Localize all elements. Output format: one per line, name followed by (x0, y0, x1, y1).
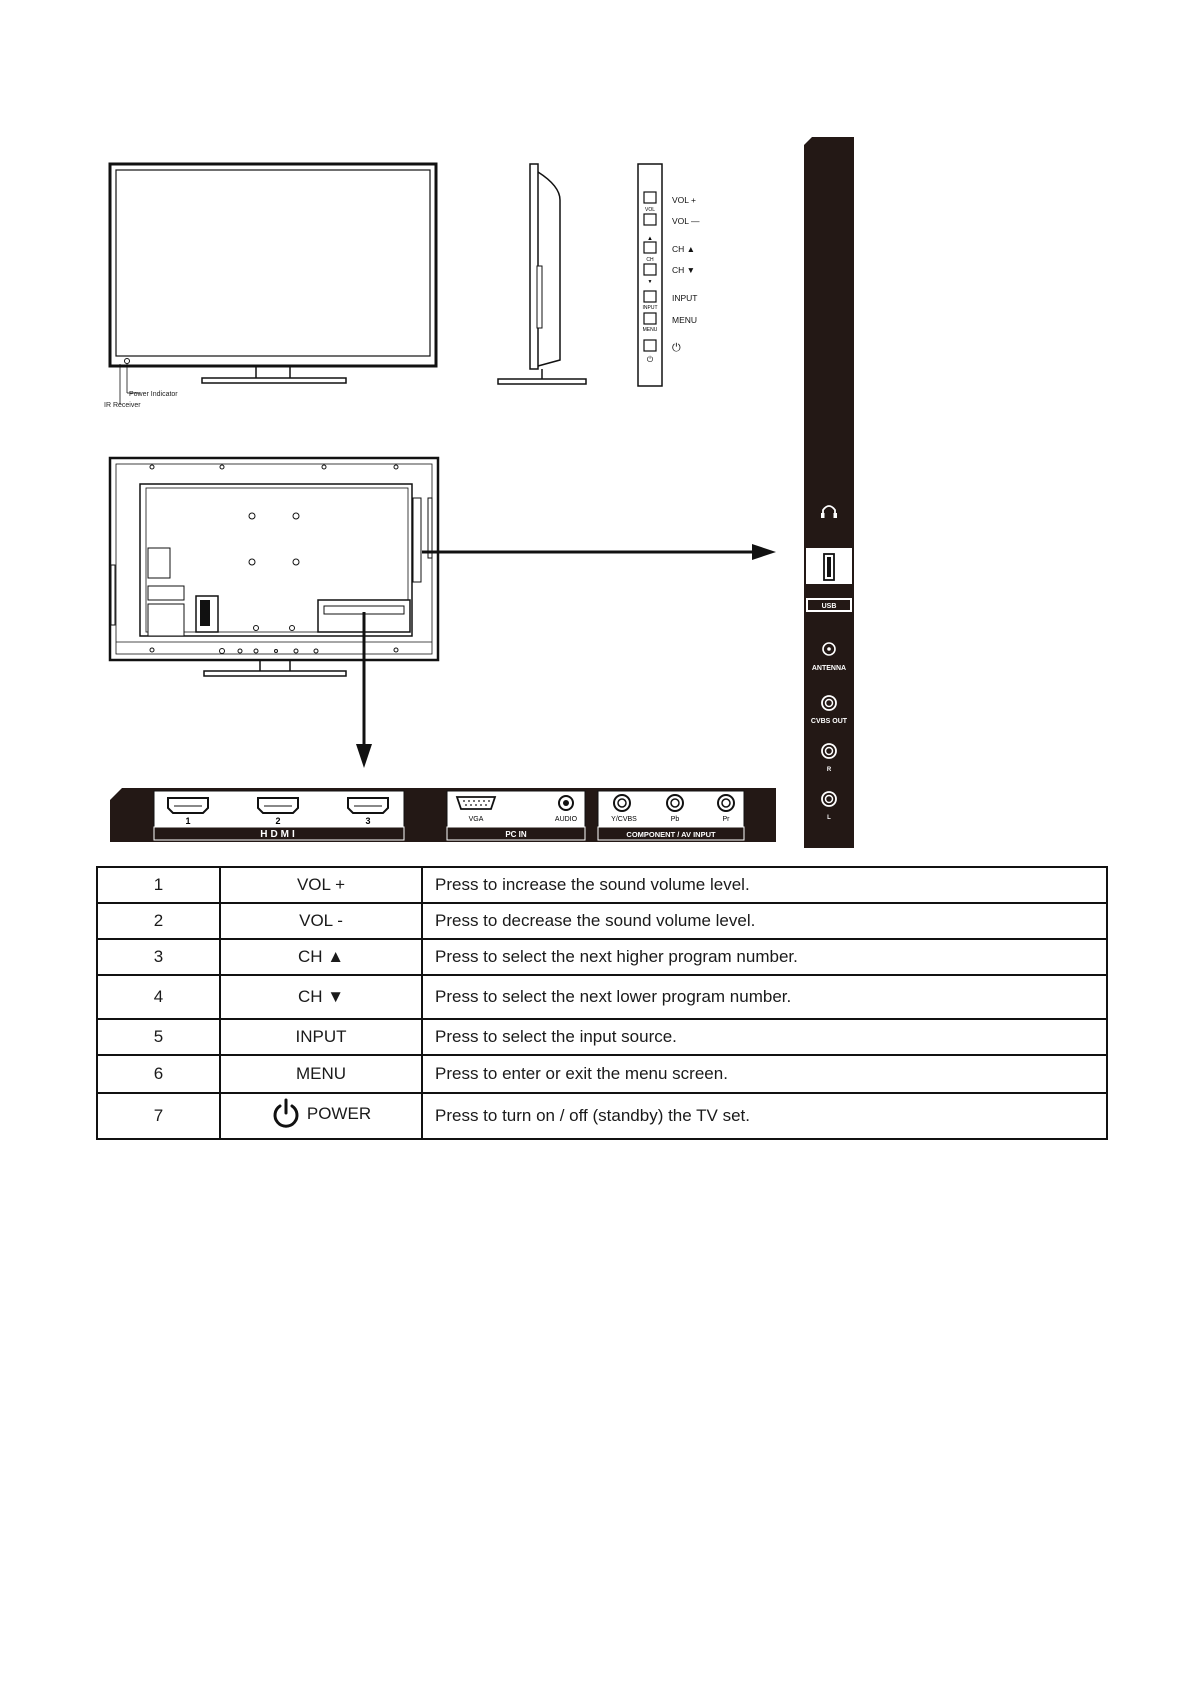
pc-group-label: PC IN (505, 830, 527, 839)
hdmi-group-label: HDMI (260, 829, 298, 840)
audio-l-label: L (827, 815, 831, 821)
hdmi-port-1-label: 1 (185, 816, 191, 826)
svg-text:▼: ▼ (647, 279, 653, 285)
power-indicator-label: Power Indicator (129, 391, 178, 398)
row-number: 7 (97, 1093, 220, 1139)
vol-minus-key[interactable] (644, 214, 656, 225)
button-name-cell: VOL - (220, 903, 422, 939)
vga-port[interactable] (457, 797, 495, 809)
vol-caption: VOL (644, 207, 656, 213)
description-cell: Press to increase the sound volume level. (422, 867, 1107, 903)
row-number: 2 (97, 903, 220, 939)
hdmi-port-2[interactable] (258, 798, 298, 813)
antenna-label: ANTENNA (811, 665, 847, 672)
button-name-cell: MENU (220, 1055, 422, 1093)
row-number: 6 (97, 1055, 220, 1093)
hdmi-port-2-label: 2 (275, 816, 281, 826)
y-cvbs-label: Y/CVBS (611, 816, 637, 823)
side-button-labels (672, 195, 700, 354)
button-name: POWER (306, 1103, 372, 1123)
tv-side-profile (498, 164, 586, 384)
input-caption: INPUT (642, 305, 658, 311)
audio-r-label: R (826, 767, 832, 773)
menu-caption: MENU (642, 327, 658, 333)
pb-label: Pb (670, 816, 680, 823)
component-group-label: COMPONENT / AV INPUT (626, 830, 716, 839)
description-cell: Press to select the next lower program number. (422, 975, 1107, 1019)
button-name-cell: CH ▲ (220, 939, 422, 975)
vol-minus-side-label: VOL — (672, 216, 700, 226)
tv-rear-view (110, 458, 438, 676)
button-name-cell: CH ▼ (220, 975, 422, 1019)
ir-receiver-label: IR Receiver (104, 402, 141, 409)
table-row (97, 1019, 1107, 1055)
table-row (97, 867, 1107, 903)
power-side-label: ⏻ (672, 342, 681, 354)
svg-text:▲: ▲ (647, 236, 653, 242)
table-row (97, 1093, 1107, 1139)
svg-text:⏻: ⏻ (646, 355, 654, 364)
description-cell: Press to select the next higher program number. (422, 939, 1107, 975)
ch-caption: CH (646, 257, 654, 263)
side-connector-panel (804, 137, 854, 848)
usb-port[interactable] (824, 554, 834, 580)
vol-plus-key[interactable] (644, 192, 656, 203)
pc-audio-jack[interactable] (559, 796, 573, 810)
pr-jack[interactable] (718, 795, 734, 811)
power-icon (271, 1097, 301, 1131)
row-number: 1 (97, 867, 220, 903)
table-row (97, 903, 1107, 939)
controls-table (96, 866, 1108, 1140)
tv-front-view (104, 164, 436, 409)
menu-key[interactable] (644, 313, 656, 324)
vol-plus-side-label: VOL + (672, 195, 697, 205)
description-cell: Press to decrease the sound volume level. (422, 903, 1107, 939)
ch-up-key[interactable] (644, 242, 656, 253)
power-key[interactable] (644, 340, 656, 351)
input-key[interactable] (644, 291, 656, 302)
pb-jack[interactable] (667, 795, 683, 811)
button-name-cell: VOL + (220, 867, 422, 903)
description-cell: Press to enter or exit the menu screen. (422, 1055, 1107, 1093)
controls-table-body (97, 867, 1107, 1139)
hdmi-port-3-label: 3 (365, 816, 371, 826)
description-cell: Press to turn on / off (standby) the TV set. (422, 1093, 1107, 1139)
hdmi-port-3[interactable] (348, 798, 388, 813)
table-row (97, 939, 1107, 975)
menu-side-label: MENU (672, 315, 698, 325)
pc-audio-label: AUDIO (554, 816, 578, 823)
ch-down-side-label: CH ▼ (672, 265, 696, 275)
button-name-cell: INPUT (220, 1019, 422, 1055)
button-name-cell (220, 1093, 422, 1139)
usb-label: USB (821, 603, 837, 610)
row-number: 4 (97, 975, 220, 1019)
table-row (97, 975, 1107, 1019)
ch-down-key[interactable] (644, 264, 656, 275)
description-cell: Press to select the input source. (422, 1019, 1107, 1055)
rear-connector-panel (110, 788, 776, 842)
power-label-group (271, 1097, 371, 1131)
y-cvbs-jack[interactable] (614, 795, 630, 811)
vga-label: VGA (468, 816, 484, 823)
pr-label: Pr (722, 816, 730, 823)
row-number: 5 (97, 1019, 220, 1055)
ch-up-side-label: CH ▲ (672, 244, 696, 254)
table-row (97, 1055, 1107, 1093)
input-side-label: INPUT (672, 293, 698, 303)
side-button-strip (638, 164, 662, 386)
row-number: 3 (97, 939, 220, 975)
hdmi-port-1[interactable] (168, 798, 208, 813)
cvbs-out-label: CVBS OUT (810, 718, 848, 725)
